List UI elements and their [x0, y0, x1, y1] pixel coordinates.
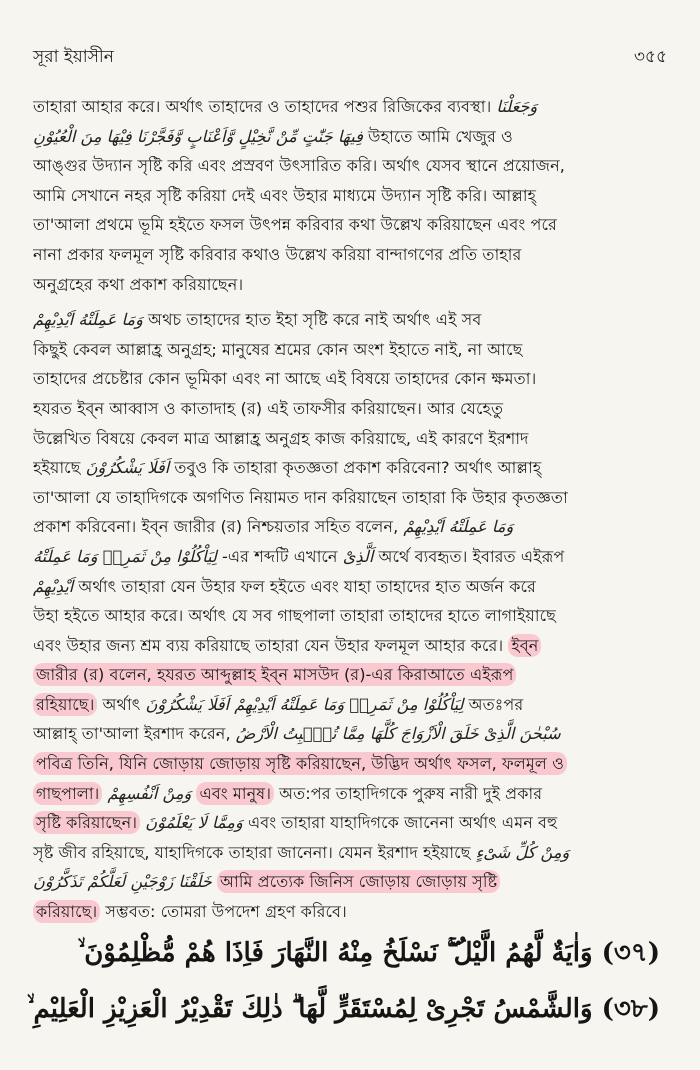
highlighted-text: এবং মানুষ।	[196, 782, 274, 805]
text-line	[33, 838, 667, 868]
page-body	[33, 92, 667, 927]
bengali-text: উহা হইতে আহার করে। অর্থাৎ যে সব গাছপালা তাহারা তাহাদের হাতে লাগাইয়াছে	[33, 606, 556, 626]
bengali-text: তা'আলা প্রথমে ভূমি হইতে ফসল উৎপন্ন করিবার কথা উল্লেখ করিয়াছেন এবং পরে	[33, 215, 557, 235]
bengali-text: অর্থে ব্যবহৃত। ইবারত এইরূপ	[378, 546, 565, 566]
text-line	[33, 660, 667, 690]
bengali-text: নানা প্রকার ফলমূল সৃষ্টি করিবার কথাও উল্লেখ করিয়া বান্দাগণের প্রতি তাহার	[33, 244, 522, 264]
highlighted-text: গাছপালা।	[33, 782, 102, 805]
text-line	[33, 601, 667, 631]
bengali-text: সম্ভবত: তোমরা উপদেশ গ্রহণ করিবে।	[105, 902, 347, 922]
arabic-text: سُبْحٰنَ الَّذِىْ خَلَقَ الْاَزْوَاجَ كُلَّهَا مِمَّا تُنْۢبِتُ الْاَرْضُ	[235, 724, 561, 744]
text-line	[33, 719, 667, 749]
bengali-text: তা'আলা যে তাহাদিগকে অগণিত নিয়ামত দান করিয়াছেন তাহারা কি উহার কৃতজ্ঞতা	[33, 487, 568, 507]
highlighted-text: রহিয়াছে।	[33, 693, 97, 716]
arabic-text: لِيَاْكُلُوْا مِنْ ثَمَرِهٖ وَمَا عَمِلَتْهُ	[33, 546, 217, 566]
bengali-text: অর্থাৎ	[102, 694, 141, 714]
text-line	[33, 483, 667, 513]
bengali-text: এবং তাহারা যাহাদিগকে জানেনা অর্থাৎ এমন বহু	[247, 813, 558, 833]
highlighted-text: পবিত্র তিনি, যিনি জোড়ায় জোড়ায় সৃষ্টি করিয়াছেন, উদ্ভিদ অর্থাৎ ফসল, ফলমূল ও	[33, 752, 567, 775]
text-line	[33, 364, 667, 394]
bengali-text: কিছুই কেবল আল্লাহ্র অনুগ্রহ; মানুষের শ্রমের কোন অংশ ইহাতে নাই, না আছে	[33, 339, 523, 359]
surah-title: সূরা ইয়াসীন	[33, 47, 114, 67]
bengali-text: এবং উহার জন্য শ্রম ব্যয় করিয়াছে তাহারা যেন উহার ফলমূল আহার করে।	[33, 635, 504, 655]
text-line	[33, 631, 667, 661]
bengali-text: উল্লেখিত বিষয়ে কেবল মাত্র আল্লাহ্র অনুগ্রহ কাজ করিয়াছে, এই কারণে ইরশাদ	[33, 428, 529, 448]
bengali-text: আমি সেখানে নহর সৃষ্টি করিয়া দেই এবং উহার মাধ্যমে উদ্যান সৃষ্টি করি। আল্লাহ্	[33, 185, 537, 205]
highlighted-text: জারীর (র) বলেন, হযরত আব্দুল্লাহ ইব্ন মাসউদ (র)-এর কিরাআতে এইরূপ	[33, 663, 516, 686]
text-line	[33, 394, 667, 424]
quran-verse-37: (৩৭) وَاٰيَةٌ لَّهُمُ الَّيْلُ ۖۚ نَسْلَخُ مِنْهُ النَّهَارَ فَاِذَا هُمْ مُّظْلِمُوْنَ ۙ	[77, 938, 660, 968]
bengali-text: অথচ তাহাদের হাত ইহা সৃষ্টি করে নাই অর্থাৎ এই সব	[148, 310, 482, 330]
bengali-text: তবুও কি তাহারা কৃতজ্ঞতা প্রকাশ করিবেনা? অর্থাৎ আল্লাহ্	[174, 458, 542, 478]
text-line	[33, 210, 667, 240]
text-line	[33, 424, 667, 454]
arabic-text: لِيَاْكُلُوْا مِنْ ثَمَرِهٖ وَمَا عَمِلَتْهُ اَيْدِيْهِمْ اَفَلَا يَشْكُرُوْنَ	[145, 694, 464, 714]
arabic-text: وَمِنْ اَنْفُسِهِمْ	[107, 783, 192, 803]
arabic-text: اَلَّذِىْ	[342, 546, 374, 566]
bengali-text: অর্থাৎ তাহারা যেন উহার ফল হইতে এবং যাহা তাহাদের হাত অর্জন করে	[78, 576, 536, 596]
text-line	[33, 270, 667, 300]
bengali-text: হযরত ইব্ন আব্বাস ও কাতাদাহ (র) এই তাফসীর করিয়াছেন। আর যেহেতু	[33, 398, 504, 418]
bengali-text: অত:পর তাহাদিগকে পুরুষ নারী দুই প্রকার	[279, 783, 543, 803]
text-line	[33, 808, 667, 838]
text-line	[33, 335, 667, 365]
text-line	[33, 897, 667, 927]
arabic-text: فِيهَا جَنّٰتٍ مِّنْ نَّخِيْلٍ وَّاَعْنَابٍ وَّفَجَّرْنَا فِيْهَا مِنَ الْعُيُوْنِ	[33, 126, 363, 146]
bengali-text: প্রকাশ করিবেনা। ইব্ন জারীর (র) নিশ্চয়তার সহিত বলেন,	[33, 517, 399, 537]
arabic-text: اَفَلَا يَشْكُرُوْنَ	[85, 458, 170, 478]
arabic-text: وَمَا عَمِلَتْهُ اَيْدِيْهِمْ	[403, 517, 514, 537]
text-line	[33, 572, 667, 602]
bengali-text: হইয়াছে	[33, 458, 81, 478]
text-line	[33, 512, 667, 542]
arabic-text: وَمِنْ كُلِّ شَىْءٍ	[475, 842, 570, 862]
bengali-text: অনুগ্রহের কথা প্রকাশ করিয়াছেন।	[33, 274, 244, 294]
arabic-text: وَمَا عَمِلَتْهُ اَيْدِيْهِمْ	[33, 310, 143, 330]
text-line	[33, 92, 667, 122]
text-line	[33, 690, 667, 720]
bengali-text: আল্লাহ্ তা'আলা ইরশাদ করেন,	[33, 724, 231, 744]
text-line	[33, 542, 667, 572]
text-line	[33, 749, 667, 779]
text-line	[33, 453, 667, 483]
highlighted-text: ইব্ন	[508, 634, 541, 657]
bengali-text: সৃষ্ট জীব রহিয়াছে, যাহাদিগকে তাহারা জানেনা। যেমন ইরশাদ হইয়াছে	[33, 842, 471, 862]
text-line	[33, 240, 667, 270]
bengali-text: আঙ্গুর উদ্যান সৃষ্টি করি এবং প্রস্রবণ উৎসারিত করি। অর্থাৎ যেসব স্থানে প্রয়োজন,	[33, 156, 565, 176]
bengali-text: -এর শব্দটি এখানে	[222, 546, 338, 566]
text-line	[33, 305, 667, 335]
text-line	[33, 779, 667, 809]
page-header	[33, 44, 667, 74]
bengali-text: তাহারা আহার করে। অর্থাৎ তাহাদের ও তাহাদের পশুর রিজিকের ব্যবস্থা।	[33, 97, 492, 116]
arabic-text: وَجَعَلْنَا	[496, 97, 538, 116]
text-line	[33, 181, 667, 211]
highlighted-text: আমি প্রত্যেক জিনিস জোড়ায় জোড়ায় সৃষ্টি	[217, 870, 500, 893]
bengali-text: উহাতে আমি খেজুর ও	[368, 126, 513, 146]
highlighted-text: সৃষ্টি করিয়াছেন।	[33, 811, 140, 834]
text-line	[33, 122, 667, 152]
highlighted-text: করিয়াছে।	[33, 900, 100, 923]
arabic-text: وَمِمَّا لَا يَعْلَمُوْنَ	[145, 813, 243, 833]
text-line	[33, 151, 667, 181]
quran-verse-38: (৩৮) وَالشَّمْسُ تَجْرِىْ لِمُسْتَقَرٍّ لَّهَا ۗ ذٰلِكَ تَقْدِيْرُ الْعَزِيْزِ الْعَلِيْمِ ۙ	[26, 994, 660, 1024]
arabic-text: اَيْدِيْهِمْ	[33, 576, 74, 596]
bengali-text: তাহাদের প্রচেষ্টার কোন ভূমিকা এবং না আছে এই বিষয়ে তাহাদের কোন ক্ষমতা।	[33, 369, 537, 389]
text-line	[33, 867, 667, 897]
arabic-text: خَلَقْنَا زَوْجَيْنِ لَعَلَّكُمْ تَذَكَّرُوْنَ	[33, 872, 212, 892]
bengali-text: অতঃপর	[468, 694, 524, 714]
page-number: ৩৫৫	[633, 47, 667, 67]
